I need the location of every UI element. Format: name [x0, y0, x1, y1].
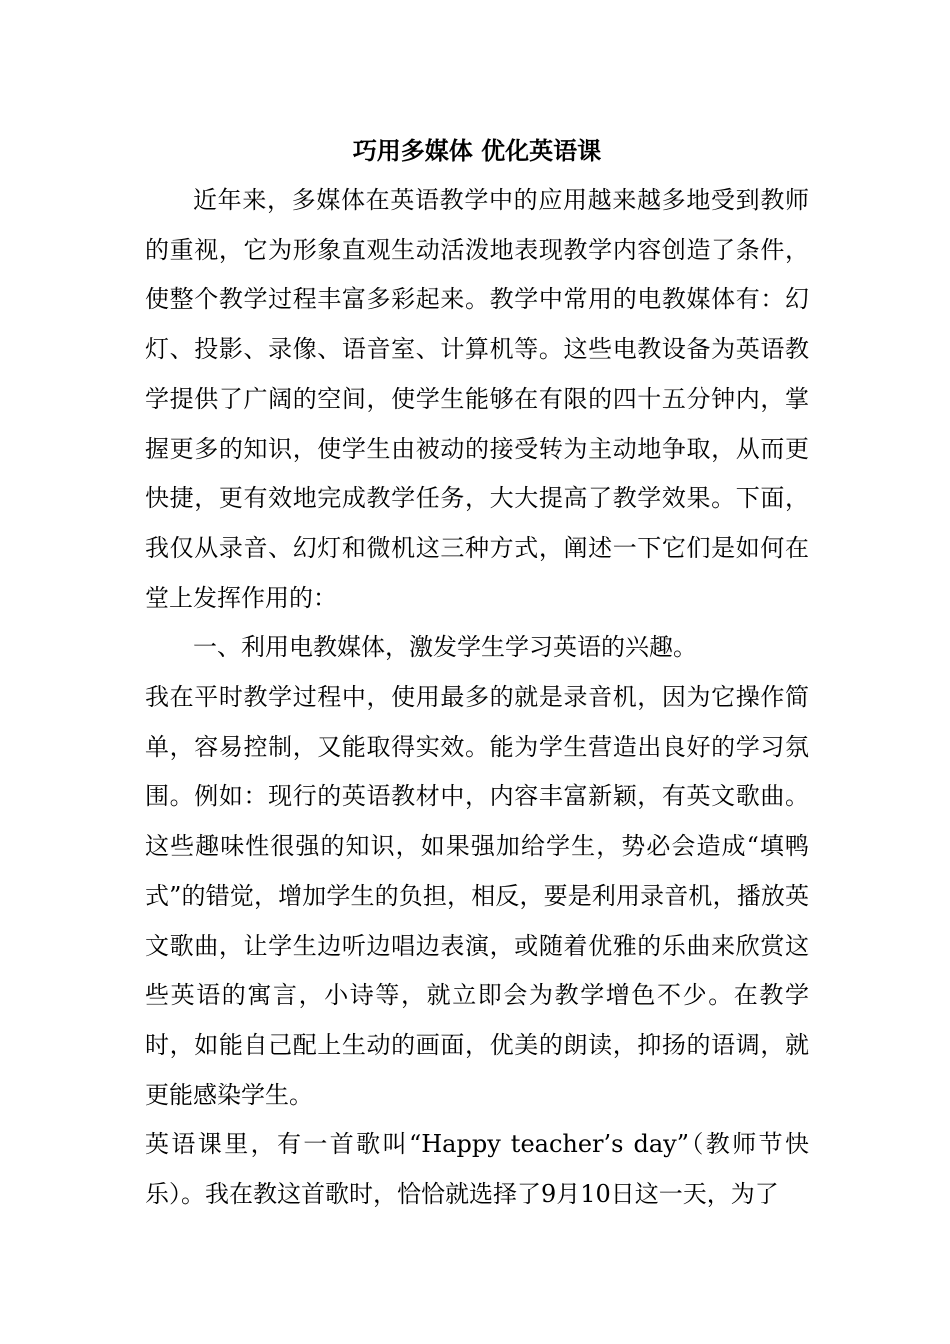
body-paragraph: 我在平时教学过程中，使用最多的就是录音机，因为它操作简单，容易控制，又能取得实效。能为学生营造出良好的学习氛围。例如：现行的英语教材中，内容丰富新颖，有英文歌曲。这些趣味性很强的知识，如果强加给学生，势必会造成“填鸭式”的错觉，增加学生的负担，相反，要是利用录音机，播放英文歌曲，让学生边听边唱边表演，或随着优雅的乐曲来欣赏这些英语的寓言，小诗等，就立即会为教学增色不少。在教学时，如能自己配上生动的画面，优美的朗读，抑扬的语调，就更能感染学生。 — [145, 683, 809, 1109]
body-paragraph: 英语课里，有一首歌叫“Happy teacher’s day”（教师节快乐）。我在教这首歌时，恰恰就选择了9月10日这一天，为了 — [145, 1130, 809, 1209]
section-heading-one: 一、利用电教媒体，激发学生学习英语的兴趣。 — [193, 633, 697, 662]
document-body — [145, 126, 809, 1220]
intro-paragraph: 近年来，多媒体在英语教学中的应用越来越多地受到教师的重视，它为形象直观生动活泼地表现教学内容创造了条件，使整个教学过程丰富多彩起来。教学中常用的电教媒体有：幻灯、投影、录像、语音室、计算机等。这些电教设备为英语教学提供了广阔的空间，使学生能够在有限的四十五分钟内，掌握更多的知识，使学生由被动的接受转为主动地争取，从而更快捷，更有效地完成教学任务，大大提高了教学效果。下面，我仅从录音、幻灯和微机这三种方式，阐述一下它们是如何在堂上发挥作用的： — [145, 186, 809, 612]
document-title: 巧用多媒体 优化英语课 — [352, 136, 602, 165]
